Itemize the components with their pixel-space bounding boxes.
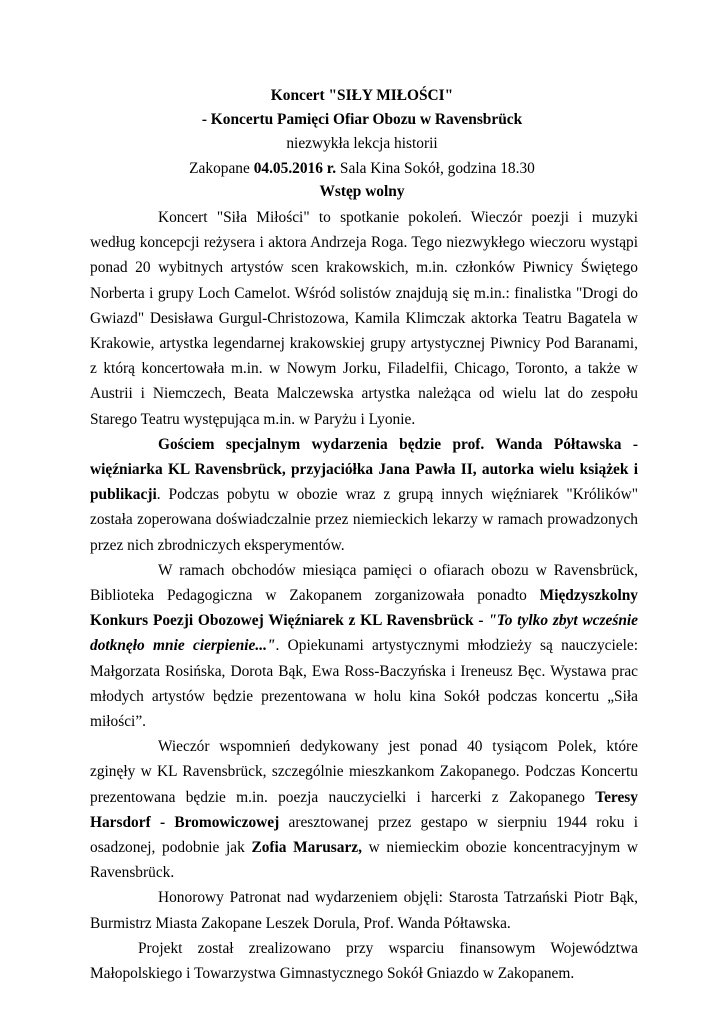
place-text: Zakopane — [189, 160, 250, 177]
venue-time-text: Sala Kina Sokół, godzina 18.30 — [339, 160, 535, 177]
special-guest-highlight: Gościem specjalnym wydarzenia będzie prof. Wanda Półtawska - więźniarka KL Ravensbrück, przyjaciółka Jana Pawła II, autorka wielu książek i publikacji — [90, 435, 638, 504]
contest-details: . Opiekunami artystycznymi młodzieży są nauczyciele: Małgorzata Rosińska, Dorota Bąk, Ewa Ross-Baczyńska i Ireneusz Bęc. Wystawa prac młodych artystów będzie prezentowana w holu kina Sokół podczas koncertu „Siła miłości”. — [90, 637, 638, 731]
remembrance-end: w niemieckim obozie koncentracyjnym w Ravensbrück. — [90, 839, 638, 882]
contest-intro: W ramach obchodów miesiąca pamięci o ofiarach obozu w Ravensbrück, Biblioteka Pedagogiczna w Zakopanem zorganizowała ponadto — [90, 561, 638, 605]
paragraph-honorary-patronage: Honorowy Patronat nad wydarzeniem objęli: Starosta Tatrzański Piotr Bąk, Burmistrz Miasta Zakopane Leszek Dorula, Prof. Wanda Półtawska. — [90, 889, 638, 932]
date-venue-line — [0, 157, 724, 181]
concert-tagline: niezwykła lekcja historii — [286, 135, 438, 152]
remembrance-intro: Wieczór wspomnień dedykowany jest ponad 40 tysiącom Polek, które zginęły w KL Ravensbrück, szczególnie mieszkankom Zakopanego. Podczas Koncertu prezentowana będzie m.in. poezja nauczycielki i harcerki z Zakopanego — [90, 738, 638, 806]
paragraph-remembrance — [90, 734, 638, 885]
paragraph-poetry-contest — [90, 558, 638, 734]
paragraph-concert-description: Koncert "Siła Miłości" to spotkanie pokoleń. Wieczór poezji i muzyki według koncepcji reżysera i aktora Andrzeja Roga. Tego niezwykłego wieczoru wystąpi ponad 20 wybitnych artystów scen krakowskich, m.in. członków Piwnicy Świętego Norberta i grupy Loch Camelot. Wśród solistów znajdują się m.in.: finalistka "Drogi do Gwiazd" Desisława Gurgul-Christozowa, Kamila Klimczak aktorka Teatru Bagatela w Krakowie, artystka legendarnej krakowskiej grupy artystycznej Piwnicy Pod Baranami, z którą koncertowała m.in. w Nowym Jorku, Filadelfii, Chicago, Toronto, a także w Austrii i Niemczech, Beata Malczewska artystka należąca od wielu lat do zespołu Starego Teatru występująca m.in. w Paryżu i Lyonie. — [90, 209, 638, 428]
paragraph-special-guest — [90, 432, 638, 558]
admission-text: Wstęp wolny — [319, 183, 405, 200]
remembrance-middle: aresztowanej przez gestapo w sierpniu 1944 roku i osadzonej, podobnie jak — [90, 813, 638, 857]
event-date: 04.05.2016 r. — [253, 160, 337, 177]
contest-name: Międzyszkolny Konkurs Poezji Obozowej Więźniarek z KL Ravensbrück - — [90, 587, 638, 630]
contest-quote: "To tylko zbyt wcześnie dotknęło mnie cierpienie..." — [90, 612, 638, 655]
prisoner-name: Zofia Marusarz, — [251, 839, 362, 857]
special-guest-details: . Podczas pobytu w obozie wraz z grupą innych więźniarek "Królików" została zoperowana doświadczalnie przez niemieckich lekarzy w ramach prowadzonych przez nich zbrodniczych eksperymentów. — [90, 486, 638, 554]
concert-title: Koncert "SIŁY MIŁOŚCI" — [270, 87, 454, 104]
paragraph-funding: Projekt został zrealizowano przy wsparciu finansowym Województwa Małopolskiego i Towarzystwa Gimnastycznego Sokół Gniazdo w Zakopanem. — [90, 939, 638, 983]
poet-name: Teresy Harsdorf - Bromowiczowej — [90, 788, 638, 831]
article-body — [90, 205, 638, 986]
concert-subtitle: - Koncertu Pamięci Ofiar Obozu w Ravensbrück — [201, 111, 523, 128]
